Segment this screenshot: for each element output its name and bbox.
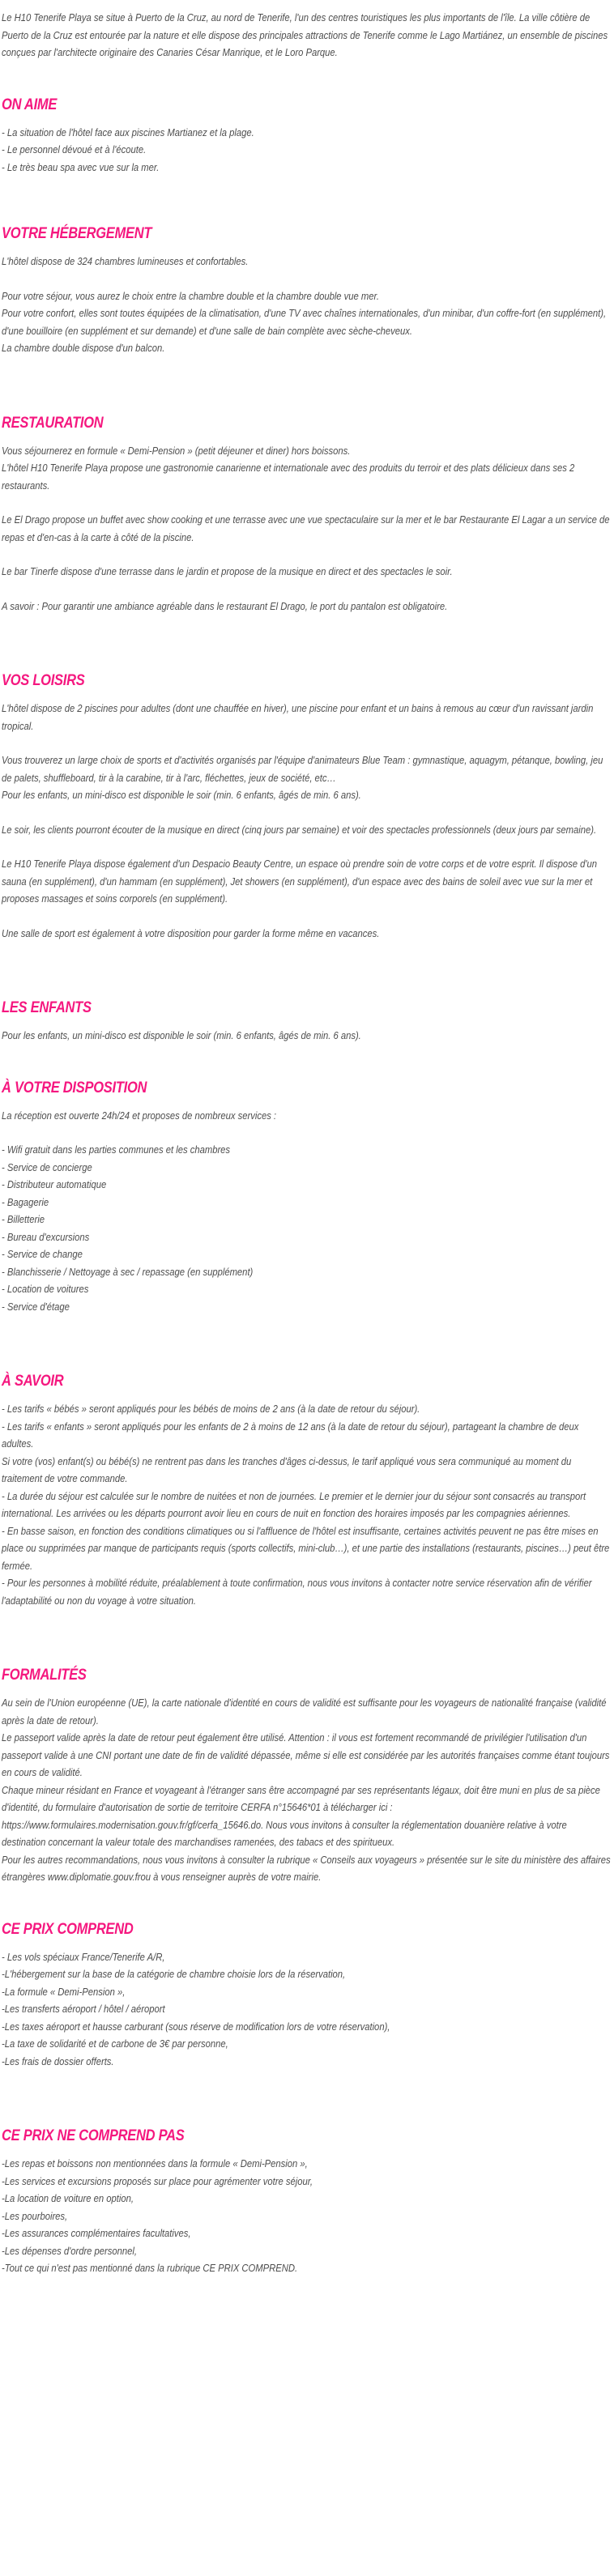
formalites-item-4: https://www.formulaires.modernisation.gouv.fr/gf/cerfa_15646.do. Nous vous invitons à consulter la réglementation douanière relative à votre destination concernant la valeur totale des marchandises ramenées, des tabacs et des spiritueux. bbox=[2, 1819, 567, 1848]
formalites-item-1: Au sein de l'Union européenne (UE), la carte nationale d'identité en cours de validité est suffisante pour les voyageurs de nationalité française (validité après la date de retour). bbox=[2, 1697, 607, 1727]
prix-ne-comprend-pas-item-2: -Les services et excursions proposés sur place pour agrémenter votre séjour, bbox=[2, 2175, 313, 2187]
section-disposition bbox=[2, 1078, 612, 1317]
a-savoir-item-1: - Les tarifs « bébés » seront appliqués pour les bébés de moins de 2 ans (à la date de retour du séjour). bbox=[2, 1403, 420, 1415]
heading-prix-comprend: CE PRIX COMPREND bbox=[2, 1919, 134, 1938]
prix-comprend-item-4: -Les transferts aéroport / hôtel / aéroport bbox=[2, 2003, 165, 2015]
spacer bbox=[2, 62, 612, 95]
heading-a-savoir: À SAVOIR bbox=[2, 1372, 64, 1390]
disposition-service-10: - Service d'étage bbox=[2, 1301, 70, 1313]
a-savoir-item-6: - Pour les personnes à mobilité réduite, préalablement à toute confirmation, nous vous invitons à contacter notre service réservation afin de vérifier l'adaptabilité ou non du voyage à votre situation. bbox=[2, 1578, 592, 1607]
spacer bbox=[2, 2145, 612, 2156]
restauration-line-2: L'hôtel H10 Tenerife Playa propose une gastronomie canarienne et internationale avec des produits du terroir et des plats délicieux dans ses 2 restaurants. bbox=[2, 462, 575, 492]
spacer bbox=[2, 662, 612, 671]
spacer bbox=[2, 1684, 612, 1695]
spacer bbox=[2, 1097, 612, 1108]
section-prix-ne-comprend-pas bbox=[2, 2126, 612, 2278]
on-aime-bullet-3: - Le très beau spa avec vue sur la mer. bbox=[2, 161, 160, 173]
disposition-intro: La réception est ouverte 24h/24 et proposes de nombreux services : bbox=[2, 1109, 277, 1122]
spacer bbox=[2, 839, 612, 856]
loisirs-paragraph-5: Une salle de sport est également à votre disposition pour garder la forme même en vacances. bbox=[2, 927, 380, 939]
prix-ne-comprend-pas-item-5: -Les assurances complémentaires facultatives, bbox=[2, 2228, 191, 2239]
section-hebergement bbox=[2, 224, 612, 358]
spacer bbox=[2, 495, 612, 512]
spacer bbox=[2, 243, 612, 253]
disposition-service-6: - Bureau d'excursions bbox=[2, 1231, 90, 1243]
spacer bbox=[2, 2118, 612, 2126]
on-aime-bullet-1: - La situation de l'hôtel face aux piscines Martianez et la plage. bbox=[2, 126, 254, 138]
spacer bbox=[2, 432, 612, 443]
spacer bbox=[2, 405, 612, 413]
loisirs-paragraph-4: Le H10 Tenerife Playa dispose également d'un Despacio Beauty Centre, un espace où prendre soin de votre corps et de votre esprit. Il dispose d'un sauna (en supplément), d'un hammam (en supplément), Jet showers (en supplément), d'un espace avec des bains de soleil avec vue sur la mer et proposes massages et soins corporels (en supplément). bbox=[2, 858, 598, 905]
spacer bbox=[2, 805, 612, 822]
spacer bbox=[2, 2071, 612, 2118]
spacer bbox=[2, 1017, 612, 1028]
spacer bbox=[2, 690, 612, 700]
spacer bbox=[2, 1125, 612, 1142]
spacer bbox=[2, 1657, 612, 1665]
spacer bbox=[2, 990, 612, 998]
disposition-service-8: - Blanchisserie / Nettoyage à sec / repassage (en supplément) bbox=[2, 1266, 254, 1278]
heading-formalites: FORMALITÉS bbox=[2, 1666, 87, 1684]
section-intro bbox=[2, 0, 612, 62]
section-restauration bbox=[2, 413, 612, 616]
spacer bbox=[2, 943, 612, 990]
restauration-line-1: Vous séjournerez en formule « Demi-Pension » (petit déjeuner et diner) hors boissons. bbox=[2, 445, 351, 457]
prix-comprend-item-2: -L'hébergement sur la base de la catégorie de chambre choisie lors de la réservation, bbox=[2, 1969, 346, 1980]
formalites-item-5: Pour les autres recommandations, nous vous invitons à consulter la rubrique « Conseils aux voyageurs » présentée sur le site du ministère des affaires étrangères www.diplomatie.gouv.frou à vous renseigner auprès de votre mairie. bbox=[2, 1854, 611, 1883]
section-formalites bbox=[2, 1665, 612, 1887]
loisirs-line-2: Pour les enfants, un mini-disco est disponible le soir (min. 6 enfants, âgés de min. 6 ans). bbox=[2, 790, 361, 801]
restauration-paragraph-3: Le bar Tinerfe dispose d'une terrasse dans le jardin et propose de la musique en direct et des spectacles le soir. bbox=[2, 566, 453, 577]
restauration-paragraph-2: Le El Drago propose un buffet avec show cooking et une terrasse avec une vue spectaculaire sur la mer et le bar Restaurante El Lagar a un service de repas et d'en-cas à la carte à côté de la piscine. bbox=[2, 514, 610, 543]
heading-enfants: LES ENFANTS bbox=[2, 998, 92, 1016]
section-on-aime bbox=[2, 95, 612, 177]
spacer bbox=[2, 735, 612, 752]
hebergement-line-3: La chambre double dispose d'un balcon. bbox=[2, 343, 165, 354]
hebergement-line-1: Pour votre séjour, vous aurez le choix entre la chambre double et la chambre double vue mer. bbox=[2, 290, 379, 302]
a-savoir-item-2: - Les tarifs « enfants » seront appliqués pour les enfants de 2 à moins de 12 ans (à la date de retour du séjour), partageant la chambre de deux adultes. bbox=[2, 1420, 579, 1450]
formalites-item-3: Chaque mineur résidant en France et voyageant à l'étranger sans être accompagné par ses représentants légaux, doit être muni en plus de sa pièce d'identité, du formulaire d'autorisation de sortie de territoire CERFA n°15646*01 à télécharger ici : bbox=[2, 1784, 600, 1813]
hebergement-paragraph-1: L'hôtel dispose de 324 chambres lumineuses et confortables. bbox=[2, 256, 249, 267]
prix-comprend-item-1: - Les vols spéciaux France/Tenerife A/R, bbox=[2, 1951, 165, 1963]
enfants-paragraph-1: Pour les enfants, un mini-disco est disponible le soir (min. 6 enfants, âgés de min. 6 ans). bbox=[2, 1030, 361, 1041]
section-prix-comprend bbox=[2, 1919, 612, 2071]
spacer bbox=[2, 271, 612, 288]
spacer bbox=[2, 1887, 612, 1919]
hebergement-line-2: Pour votre confort, elles sont toutes équipées de la climatisation, d'une TV avec chaînes internationales, d'un minibar, d'un coffre-fort (en supplément), d'une bouilloire (en supplément et sur demande) et d'une salle de bain complète avec sèche-cheveux. bbox=[2, 308, 607, 337]
heading-prix-ne-comprend-pas: CE PRIX NE COMPREND PAS bbox=[2, 2127, 185, 2144]
section-a-savoir bbox=[2, 1371, 612, 1610]
disposition-service-2: - Service de concierge bbox=[2, 1161, 92, 1173]
spacer bbox=[2, 1610, 612, 1657]
spacer bbox=[2, 1045, 612, 1078]
disposition-service-5: - Billetterie bbox=[2, 1214, 45, 1225]
spacer bbox=[2, 1316, 612, 1363]
section-enfants bbox=[2, 998, 612, 1045]
spacer bbox=[2, 1939, 612, 1949]
prix-ne-comprend-pas-item-3: -La location de voiture en option, bbox=[2, 2193, 134, 2204]
disposition-service-9: - Location de voitures bbox=[2, 1284, 89, 1295]
spacer bbox=[2, 1390, 612, 1401]
section-loisirs bbox=[2, 671, 612, 943]
spacer bbox=[2, 1363, 612, 1371]
a-savoir-item-5: - En basse saison, en fonction des conditions climatiques ou si l'affluence de l'hôtel est insuffisante, certaines activités peuvent ne pas être mises en place ou supprimées par manque de participants requis (sports collectifs, mini-club…), et une partie des installations (restaurants, piscines…) peut être fermée. bbox=[2, 1525, 610, 1572]
disposition-service-4: - Bagagerie bbox=[2, 1196, 49, 1208]
heading-restauration: RESTAURATION bbox=[2, 413, 104, 432]
spacer bbox=[2, 615, 612, 662]
disposition-service-1: - Wifi gratuit dans les parties communes et les chambres bbox=[2, 1144, 231, 1156]
prix-comprend-item-7: -Les frais de dossier offerts. bbox=[2, 2055, 114, 2067]
spacer bbox=[2, 114, 612, 125]
disposition-service-7: - Service de change bbox=[2, 1249, 83, 1260]
spacer bbox=[2, 177, 612, 224]
heading-disposition: À VOTRE DISPOSITION bbox=[2, 1078, 147, 1096]
loisirs-paragraph-1: L'hôtel dispose de 2 piscines pour adultes (dont une chauffée en hiver), une piscine pour enfant et un bains à remous au cœur d'un ravissant jardin tropical. bbox=[2, 703, 594, 732]
prix-ne-comprend-pas-item-4: -Les pourboires, bbox=[2, 2210, 68, 2222]
a-savoir-item-4: - La durée du séjour est calculée sur le nombre de nuitées et non de journées. Le premier et le dernier jour du séjour sont consacrés au transport international. Les arrivées ou les départs pourront avoir lieu en cours de nuit en fonction des horaires imposés par les compagnies aériennes. bbox=[2, 1490, 586, 1519]
heading-hebergement: VOTRE HÉBERGEMENT bbox=[2, 224, 152, 242]
prix-ne-comprend-pas-item-7: -Tout ce qui n'est pas mentionné dans la rubrique CE PRIX COMPREND. bbox=[2, 2263, 298, 2274]
heading-on-aime: ON AIME bbox=[2, 95, 58, 113]
a-savoir-item-3: Si votre (vos) enfant(s) ou bébé(s) ne rentrent pas dans les tranches d'âges ci-dessus, le tarif appliqué vous sera communiqué au moment du traitement de votre commande. bbox=[2, 1455, 572, 1484]
formalites-item-2: Le passeport valide après la date de retour peut également être utilisé. Attention : il vous est fortement recommandé de privilégier l'utilisation d'un passeport valide à une CNI portant une date de fin de validité dépassée, même si elle est considérée par les autorités françaises comme étant toujours en cours de validité. bbox=[2, 1732, 610, 1778]
loisirs-paragraph-3: Le soir, les clients pourront écouter de la musique en direct (cinq jours par semaine) et voir des spectacles professionnels (deux jours par semaine). bbox=[2, 824, 597, 836]
prix-ne-comprend-pas-item-1: -Les repas et boissons non mentionnées dans la formule « Demi-Pension », bbox=[2, 2158, 308, 2169]
restauration-paragraph-4: A savoir : Pour garantir une ambiance agréable dans le restaurant El Drago, le port du pantalon est obligatoire. bbox=[2, 600, 448, 612]
spacer bbox=[2, 547, 612, 564]
prix-comprend-item-5: -Les taxes aéroport et hausse carburant (sous réserve de modification lors de votre réservation), bbox=[2, 2020, 390, 2033]
disposition-service-3: - Distributeur automatique bbox=[2, 1179, 107, 1190]
spacer bbox=[2, 581, 612, 598]
spacer bbox=[2, 909, 612, 926]
spacer bbox=[2, 358, 612, 405]
on-aime-bullet-2: - Le personnel dévoué et à l'écoute. bbox=[2, 144, 147, 155]
heading-loisirs: VOS LOISIRS bbox=[2, 671, 85, 689]
prix-ne-comprend-pas-item-6: -Les dépenses d'ordre personnel, bbox=[2, 2245, 138, 2257]
prix-comprend-item-3: -La formule « Demi-Pension », bbox=[2, 1986, 126, 1998]
loisirs-line-1: Vous trouverez un large choix de sports et d'activités organisés par l'équipe d'animateurs Blue Team : gymnastique, aquagym, pétanque, bowling, jeu de palets, shuffleboard, tir à la carabine, tir à l'arc, fléchettes, jeux de société, etc… bbox=[2, 755, 603, 784]
intro-paragraph: Le H10 Tenerife Playa se situe à Puerto de la Cruz, au nord de Tenerife, l'un des centres touristiques les plus importants de l'île. La ville côtière de Puerto de la Cruz est entourée par la nature et elle dispose des principales attractions de Tenerife comme le Lago Martiánez, un ensemble de piscines conçues par l'architecte originaire des Canaries César Manrique, et le Loro Parque. bbox=[2, 12, 608, 58]
prix-comprend-item-6: -La taxe de solidarité et de carbone de 3€ par personne, bbox=[2, 2038, 228, 2050]
